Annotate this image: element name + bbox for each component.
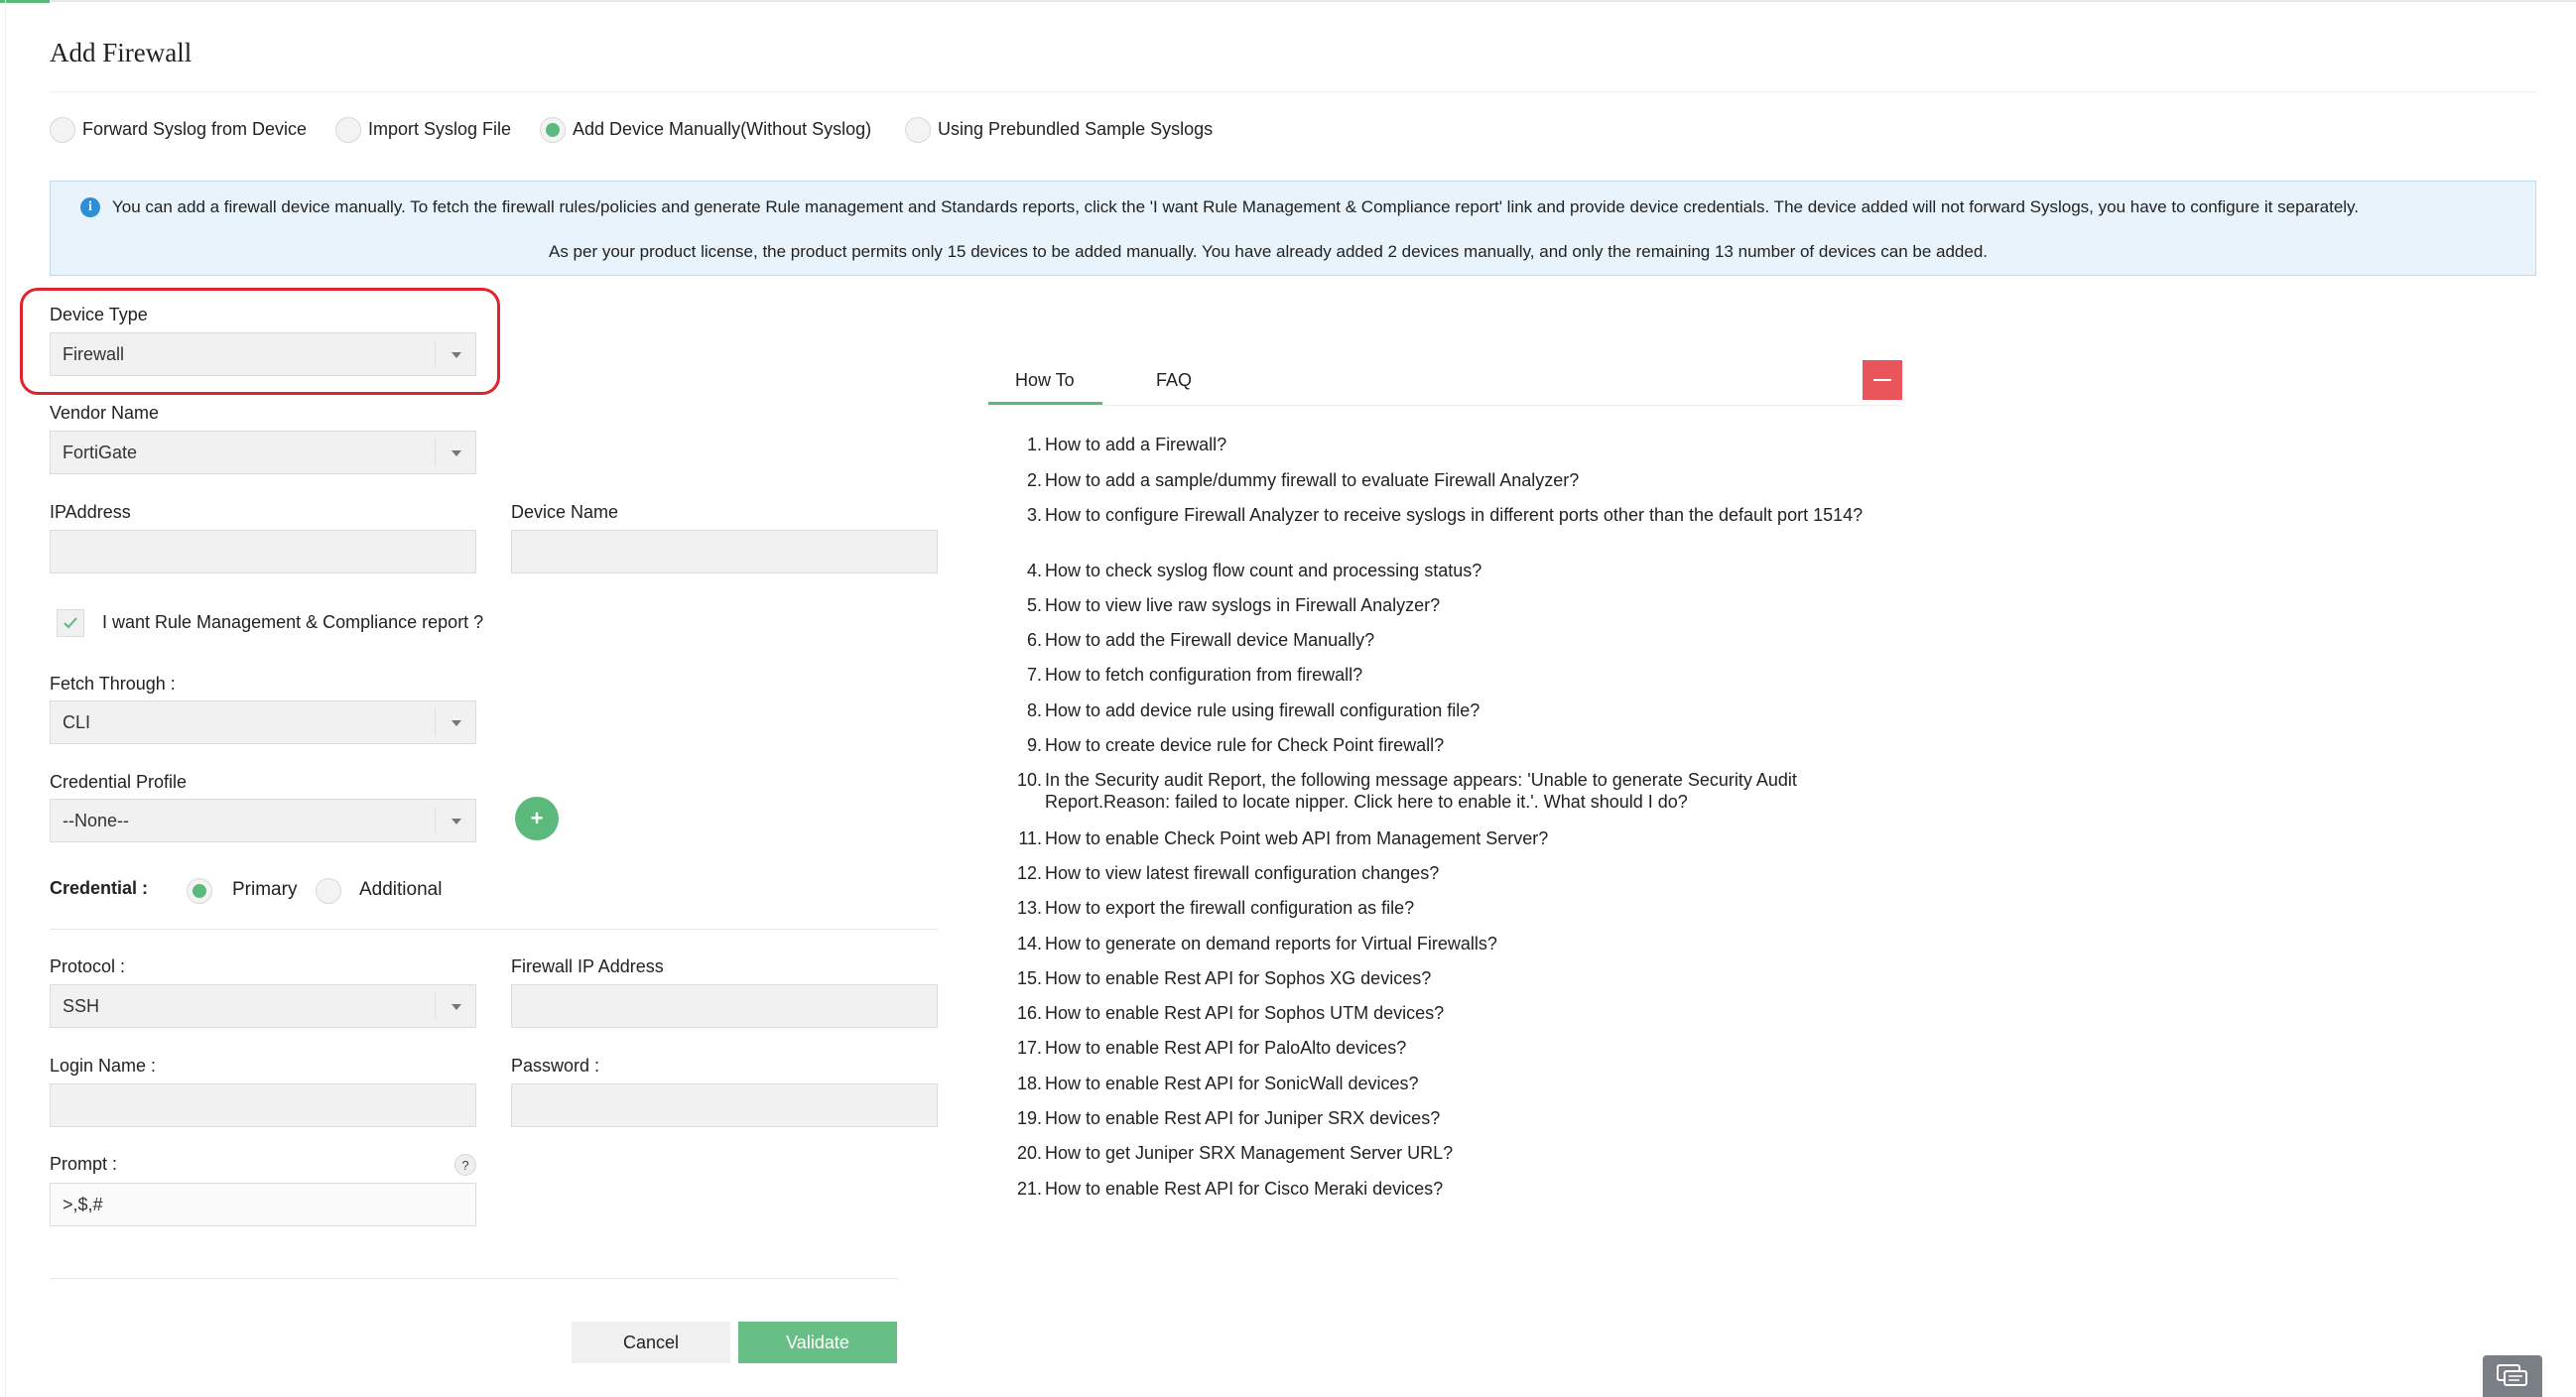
ip-address-input[interactable] xyxy=(50,530,476,573)
select-separator xyxy=(435,440,436,465)
chat-icon[interactable] xyxy=(2483,1355,2542,1397)
tab-how-to[interactable]: How To xyxy=(1015,370,1075,390)
list-item-link[interactable]: How to generate on demand reports for Virtual Firewalls? xyxy=(1045,934,1497,953)
list-item-number: 21. xyxy=(1016,1179,1042,1199)
list-item-number: 4. xyxy=(1026,561,1042,580)
list-item-number: 19. xyxy=(1016,1108,1042,1128)
list-item xyxy=(1012,1037,1905,1063)
list-item-link[interactable]: How to enable Rest API for Juniper SRX devices? xyxy=(1045,1108,1441,1128)
radio-selected-dot xyxy=(546,123,560,137)
chevron-down-icon xyxy=(451,819,461,825)
list-item-link[interactable]: How to add the Firewall device Manually? xyxy=(1045,630,1375,650)
radio-label-prebundled-syslogs[interactable]: Using Prebundled Sample Syslogs xyxy=(938,119,1214,139)
left-border xyxy=(5,0,6,1397)
list-item-number: 15. xyxy=(1016,968,1042,988)
list-item-link[interactable]: How to add device rule using firewall configuration file? xyxy=(1045,700,1481,720)
list-item-number: 11. xyxy=(1018,828,1042,848)
list-item-number: 17. xyxy=(1016,1038,1042,1058)
chat-bubble-icon xyxy=(2496,1363,2529,1389)
list-item-link[interactable]: How to view latest firewall configuration changes? xyxy=(1045,863,1440,883)
firewall-ip-input[interactable] xyxy=(511,984,938,1028)
list-item-number: 6. xyxy=(1026,630,1042,650)
radio-label-import-syslog[interactable]: Import Syslog File xyxy=(368,119,512,139)
rule-management-checkbox[interactable] xyxy=(57,609,84,637)
list-item-link[interactable]: How to check syslog flow count and processing status? xyxy=(1045,561,1482,580)
list-item-link[interactable]: How to create device rule for Check Point firewall? xyxy=(1045,735,1445,755)
list-item xyxy=(1012,897,1905,923)
list-item xyxy=(1012,1002,1905,1028)
list-item xyxy=(1012,967,1905,993)
list-item xyxy=(1012,594,1905,620)
list-item-link[interactable]: How to enable Rest API for Cisco Meraki devices? xyxy=(1045,1179,1444,1199)
collapse-bar xyxy=(1873,379,1891,381)
list-item-number: 18. xyxy=(1016,1074,1042,1093)
list-item-number: 1. xyxy=(1026,435,1042,454)
device-name-input[interactable] xyxy=(511,530,938,573)
page-title: Add Firewall xyxy=(50,38,193,67)
list-item xyxy=(1012,933,1905,958)
select-separator xyxy=(435,709,436,735)
top-border xyxy=(0,0,2576,2)
chevron-down-icon xyxy=(451,450,461,456)
list-item-number: 3. xyxy=(1026,505,1042,525)
list-item-link[interactable]: How to enable Check Point web API from Management Server? xyxy=(1045,828,1549,848)
fetch-through-select[interactable] xyxy=(50,700,476,744)
tab-faq[interactable]: FAQ xyxy=(1156,370,1193,390)
list-item-number: 20. xyxy=(1016,1143,1042,1163)
chevron-down-icon xyxy=(451,720,461,726)
top-accent xyxy=(0,0,50,3)
ip-address-label: IPAddress xyxy=(50,502,131,522)
credential-profile-value: --None-- xyxy=(63,810,130,830)
fetch-through-label: Fetch Through : xyxy=(50,674,176,694)
list-item xyxy=(1012,1142,1905,1168)
list-item xyxy=(1012,664,1905,690)
list-item-number: 2. xyxy=(1026,470,1042,490)
list-item xyxy=(1012,1178,1905,1204)
list-item xyxy=(1012,699,1905,725)
protocol-select[interactable] xyxy=(50,984,476,1028)
list-item xyxy=(1012,1107,1905,1133)
list-item-link[interactable]: How to add a Firewall? xyxy=(1045,435,1227,454)
list-item-link[interactable]: In the Security audit Report, the following message appears: 'Unable to generate Security Audit Report.Reason: failed to locate nipper. Click here to enable it.'. What should I do? xyxy=(1045,770,1797,812)
prompt-input[interactable]: >,$,# xyxy=(50,1183,476,1226)
list-item xyxy=(1012,734,1905,760)
list-item-link[interactable]: How to add a sample/dummy firewall to evaluate Firewall Analyzer? xyxy=(1045,470,1580,490)
protocol-value: SSH xyxy=(63,995,100,1016)
collapse-icon[interactable] xyxy=(1863,360,1902,400)
list-item xyxy=(1012,769,1905,817)
list-item-link[interactable]: How to enable Rest API for SonicWall devices? xyxy=(1045,1074,1419,1093)
validate-button[interactable]: Validate xyxy=(738,1322,897,1363)
radio-forward-syslog[interactable] xyxy=(50,117,75,143)
radio-selected-dot xyxy=(193,884,206,898)
list-item-link[interactable]: How to enable Rest API for Sophos UTM devices? xyxy=(1045,1003,1445,1023)
list-item xyxy=(1012,1073,1905,1098)
radio-credential-additional[interactable] xyxy=(316,878,341,904)
radio-label-add-manually[interactable]: Add Device Manually(Without Syslog) xyxy=(573,119,872,139)
list-item xyxy=(1012,434,1905,459)
prompt-label: Prompt : xyxy=(50,1154,118,1174)
radio-add-manually[interactable] xyxy=(540,117,566,143)
list-item xyxy=(1012,827,1905,853)
help-icon[interactable]: ? xyxy=(454,1154,476,1176)
list-item-link[interactable]: How to export the firewall configuration as file? xyxy=(1045,898,1415,918)
chevron-down-icon xyxy=(451,1004,461,1010)
credential-divider xyxy=(50,929,938,930)
list-item-link[interactable]: How to get Juniper SRX Management Server URL? xyxy=(1045,1143,1454,1163)
list-item-number: 13. xyxy=(1016,898,1042,918)
list-item xyxy=(1012,629,1905,655)
credential-label: Credential : xyxy=(50,878,149,898)
password-input[interactable] xyxy=(511,1083,938,1127)
list-item-number: 8. xyxy=(1026,700,1042,720)
password-label: Password : xyxy=(511,1056,600,1076)
fetch-through-value: CLI xyxy=(63,711,91,732)
add-credential-profile-button[interactable]: + xyxy=(515,797,559,840)
device-type-label: Device Type xyxy=(50,305,148,324)
vendor-name-select[interactable] xyxy=(50,431,476,474)
vendor-name-label: Vendor Name xyxy=(50,403,160,423)
list-item-number: 9. xyxy=(1026,735,1042,755)
list-item-link[interactable]: How to fetch configuration from firewall? xyxy=(1045,665,1363,685)
firewall-ip-label: Firewall IP Address xyxy=(511,956,664,976)
info-icon: i xyxy=(80,197,100,217)
credential-profile-select[interactable] xyxy=(50,799,476,842)
select-separator xyxy=(435,993,436,1019)
device-name-label: Device Name xyxy=(511,502,619,522)
title-divider xyxy=(50,91,2536,92)
select-separator xyxy=(435,808,436,833)
list-item-link[interactable]: How to view live raw syslogs in Firewall Analyzer? xyxy=(1045,595,1441,615)
radio-import-syslog[interactable] xyxy=(335,117,361,143)
device-type-select[interactable] xyxy=(50,332,476,376)
list-item-number: 7. xyxy=(1026,665,1042,685)
list-item xyxy=(1012,469,1905,495)
info-banner xyxy=(50,181,2536,276)
protocol-label: Protocol : xyxy=(50,956,126,976)
radio-label-additional[interactable]: Additional xyxy=(359,879,443,900)
list-item-number: 14. xyxy=(1016,934,1042,953)
list-item-link[interactable]: How to enable Rest API for Sophos XG devices? xyxy=(1045,968,1432,988)
list-item-number: 5. xyxy=(1026,595,1042,615)
cancel-button[interactable]: Cancel xyxy=(572,1322,730,1363)
vendor-name-value: FortiGate xyxy=(63,442,138,462)
list-item-link[interactable]: How to configure Firewall Analyzer to receive syslogs in different ports other than the default port 1514? xyxy=(1045,505,1864,525)
login-name-label: Login Name : xyxy=(50,1056,157,1076)
list-item-link[interactable]: How to enable Rest API for PaloAlto devices? xyxy=(1045,1038,1407,1058)
list-item xyxy=(1012,560,1905,585)
check-icon xyxy=(62,614,79,632)
rule-management-label[interactable]: I want Rule Management & Compliance report ? xyxy=(102,612,484,632)
list-item xyxy=(1012,504,1905,552)
list-item-number: 16. xyxy=(1016,1003,1042,1023)
tab-divider xyxy=(988,405,1901,406)
radio-label-primary[interactable]: Primary xyxy=(232,879,298,900)
list-item-number: 12. xyxy=(1016,863,1042,883)
info-text-line1: You can add a firewall device manually. To fetch the firewall rules/policies and generate Rule management and Standards reports, click the 'I want Rule Management & Compliance report' link and provide device credentials. The device added will not forward Syslogs, you have to configure it separately. xyxy=(112,197,2360,216)
select-separator xyxy=(435,341,436,367)
info-text-line2: As per your product license, the product permits only 15 devices to be added manually. You have already added 2 devices manually, and only the remaining 13 number of devices can be added. xyxy=(549,242,1988,261)
credential-profile-label: Credential Profile xyxy=(50,772,188,792)
radio-prebundled-syslogs[interactable] xyxy=(905,117,931,143)
list-item xyxy=(1012,862,1905,888)
device-type-value: Firewall xyxy=(63,343,125,364)
radio-label-forward-syslog[interactable]: Forward Syslog from Device xyxy=(82,119,308,139)
list-item-number: 10. xyxy=(1016,770,1042,790)
login-name-input[interactable] xyxy=(50,1083,476,1127)
chevron-down-icon xyxy=(451,352,461,358)
form-footer-divider xyxy=(50,1278,898,1279)
radio-credential-primary[interactable] xyxy=(187,878,212,904)
